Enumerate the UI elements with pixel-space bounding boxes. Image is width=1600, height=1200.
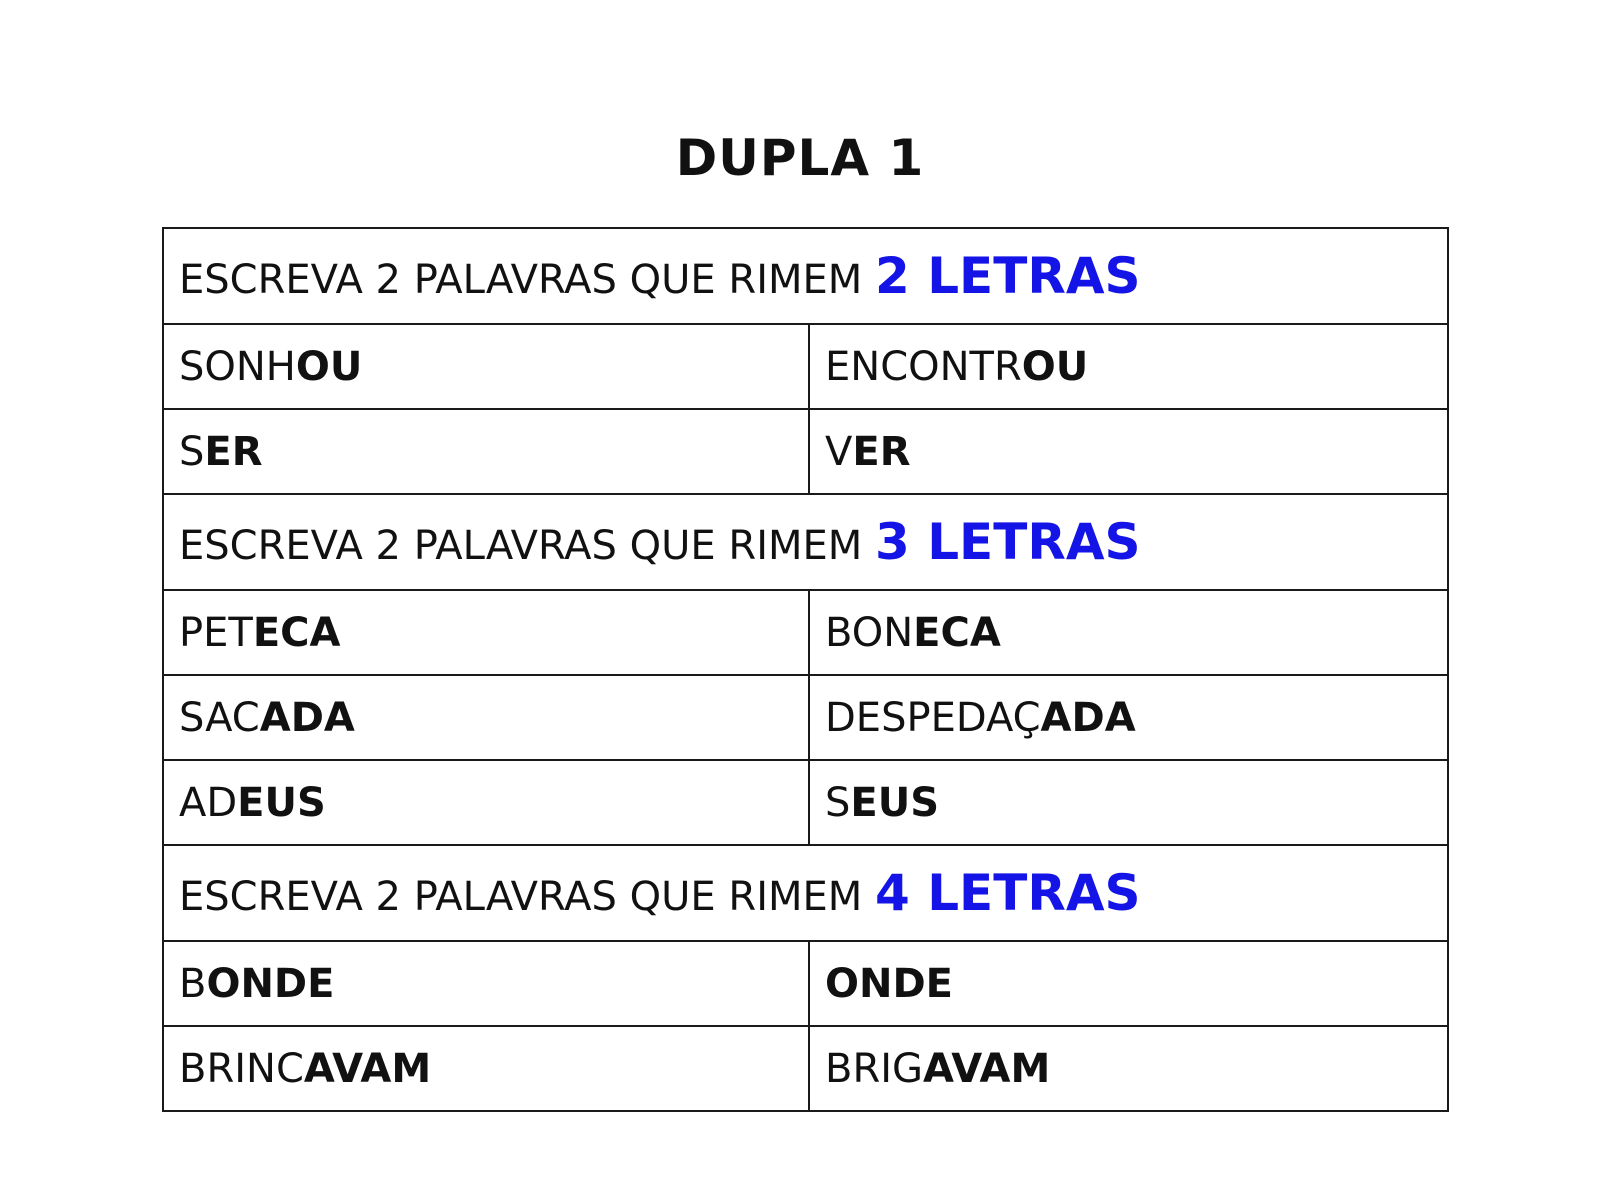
page-title: DUPLA 1 xyxy=(675,129,925,187)
letters-count-highlight: 3 LETRAS xyxy=(875,513,1141,571)
word-rhyme-ending: OU xyxy=(295,343,363,390)
word-cell xyxy=(163,324,809,409)
word-pair-row xyxy=(163,941,1448,1026)
word-cell xyxy=(809,1026,1448,1111)
word-rhyme-ending: ECA xyxy=(913,609,1001,656)
word-cell xyxy=(809,760,1448,845)
word-cell xyxy=(809,590,1448,675)
word-rhyme-ending: ONDE xyxy=(206,960,335,1007)
word-cell xyxy=(163,1026,809,1111)
section-instruction-cell xyxy=(163,845,1448,941)
word-pair-row xyxy=(163,590,1448,675)
section-header-row xyxy=(163,845,1448,941)
word-rhyme-ending: AVAM xyxy=(303,1045,432,1092)
word-stem: ENCONTR xyxy=(825,343,1022,390)
word-cell xyxy=(809,409,1448,494)
section-instruction-cell xyxy=(163,494,1448,590)
word-cell xyxy=(163,590,809,675)
word-cell xyxy=(163,941,809,1026)
word-stem: S xyxy=(179,428,205,475)
word-pair-row xyxy=(163,760,1448,845)
word-rhyme-ending: EUS xyxy=(850,779,940,826)
word-rhyme-ending: ADA xyxy=(259,694,355,741)
word-stem: SONH xyxy=(179,343,296,390)
word-stem: S xyxy=(825,779,851,826)
word-rhyme-ending: ER xyxy=(852,428,911,475)
instruction-text: ESCREVA 2 PALAVRAS QUE RIMEM xyxy=(179,523,875,569)
letters-count-highlight: 4 LETRAS xyxy=(875,864,1141,922)
word-stem: BON xyxy=(825,609,914,656)
word-pair-row xyxy=(163,409,1448,494)
instruction-text: ESCREVA 2 PALAVRAS QUE RIMEM xyxy=(179,257,875,303)
word-cell xyxy=(809,941,1448,1026)
section-instruction-cell xyxy=(163,228,1448,324)
word-cell xyxy=(809,324,1448,409)
word-stem: SAC xyxy=(179,694,260,741)
word-rhyme-ending: EUS xyxy=(237,779,326,826)
word-rhyme-ending: OU xyxy=(1021,343,1089,390)
word-rhyme-ending: ER xyxy=(204,428,263,475)
word-pair-row xyxy=(163,1026,1448,1111)
word-stem: BRINC xyxy=(179,1045,304,1092)
letters-count-highlight: 2 LETRAS xyxy=(875,247,1141,305)
word-pair-row xyxy=(163,324,1448,409)
word-stem: V xyxy=(825,428,853,475)
word-stem: AD xyxy=(179,779,238,826)
instruction-text: ESCREVA 2 PALAVRAS QUE RIMEM xyxy=(179,874,875,920)
section-header-row xyxy=(163,228,1448,324)
word-rhyme-ending: AVAM xyxy=(923,1045,1051,1092)
word-stem: B xyxy=(179,960,207,1007)
section-header-row xyxy=(163,494,1448,590)
word-pair-row xyxy=(163,675,1448,760)
word-stem: PET xyxy=(179,609,253,656)
word-stem: DESPEDAÇ xyxy=(825,694,1041,741)
word-cell xyxy=(163,675,809,760)
word-rhyme-ending: ONDE xyxy=(825,960,954,1007)
word-rhyme-ending: ADA xyxy=(1040,694,1136,741)
word-cell xyxy=(809,675,1448,760)
word-rhyme-ending: ECA xyxy=(252,609,341,656)
word-cell xyxy=(163,409,809,494)
word-cell xyxy=(163,760,809,845)
rhyme-table-body xyxy=(163,228,1448,1111)
word-stem: BRIG xyxy=(825,1045,924,1092)
rhyme-table xyxy=(162,227,1449,1112)
